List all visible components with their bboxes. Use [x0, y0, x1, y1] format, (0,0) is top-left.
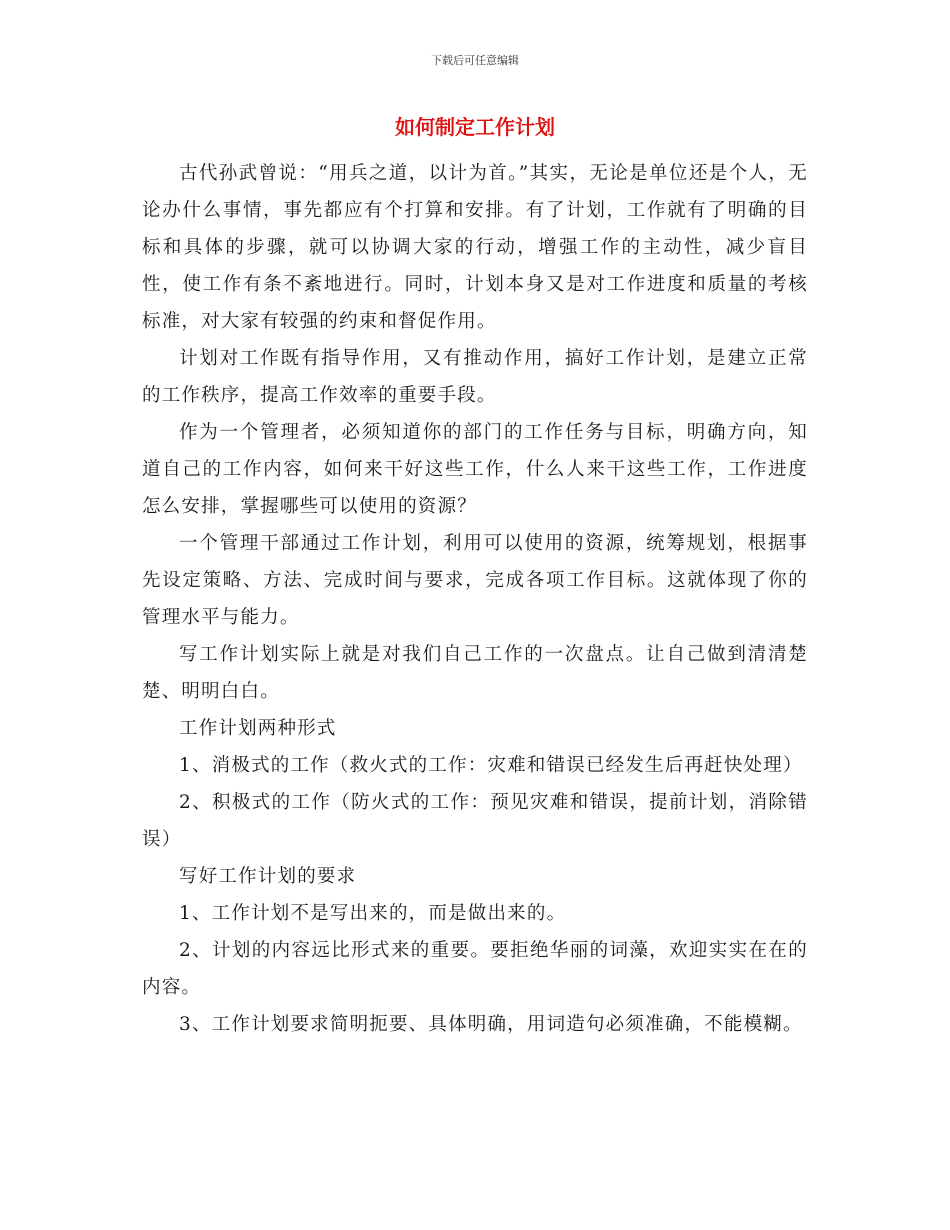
section-heading: 工作计划两种形式	[179, 718, 337, 739]
paragraph: 计划对工作既有指导作用，又有推动作用，搞好工作计划，是建立正常的工作秩序，提高工作效率的重要手段。	[142, 348, 808, 406]
section-heading: 写好工作计划的要求	[179, 866, 357, 887]
paragraph: 古代孙武曾说：“用兵之道，以计为首。”其实，无论是单位还是个人，无论办什么事情，事先都应有个打算和安排。有了计划，工作就有了明确的目标和具体的步骤，就可以协调大家的行动，增强工作的主动性，减少盲目性，使工作有条不紊地进行。同时，计划本身又是对工作进度和质量的考核标准，对大家有较强的约束和督促作用。	[142, 163, 808, 332]
document-title: 如何制定工作计划	[395, 115, 555, 139]
list-item: 2、积极式的工作（防火式的工作：预见灾难和错误，提前计划，消除错误）	[142, 792, 808, 850]
document-body	[142, 155, 808, 1043]
list-item: 1、工作计划不是写出来的，而是做出来的。	[179, 903, 567, 924]
paragraph: 一个管理干部通过工作计划，利用可以使用的资源，统筹规划，根据事先设定策略、方法、完成时间与要求，完成各项工作目标。这就体现了你的管理水平与能力。	[142, 533, 808, 628]
list-item: 1、消极式的工作（救火式的工作：灾难和错误已经发生后再赶快处理）	[179, 755, 803, 776]
header-note: 下载后可任意编辑	[431, 54, 519, 67]
list-item: 2、计划的内容远比形式来的重要。要拒绝华丽的词藻，欢迎实实在在的内容。	[142, 940, 808, 998]
list-item: 3、工作计划要求简明扼要、具体明确，用词造句必须准确，不能模糊。	[179, 1014, 803, 1035]
paragraph: 作为一个管理者，必须知道你的部门的工作任务与目标，明确方向，知道自己的工作内容，如何来干好这些工作，什么人来干这些工作，工作进度怎么安排，掌握哪些可以使用的资源？	[142, 422, 808, 517]
paragraph: 写工作计划实际上就是对我们自己工作的一次盘点。让自己做到清清楚楚、明明白白。	[142, 644, 808, 702]
